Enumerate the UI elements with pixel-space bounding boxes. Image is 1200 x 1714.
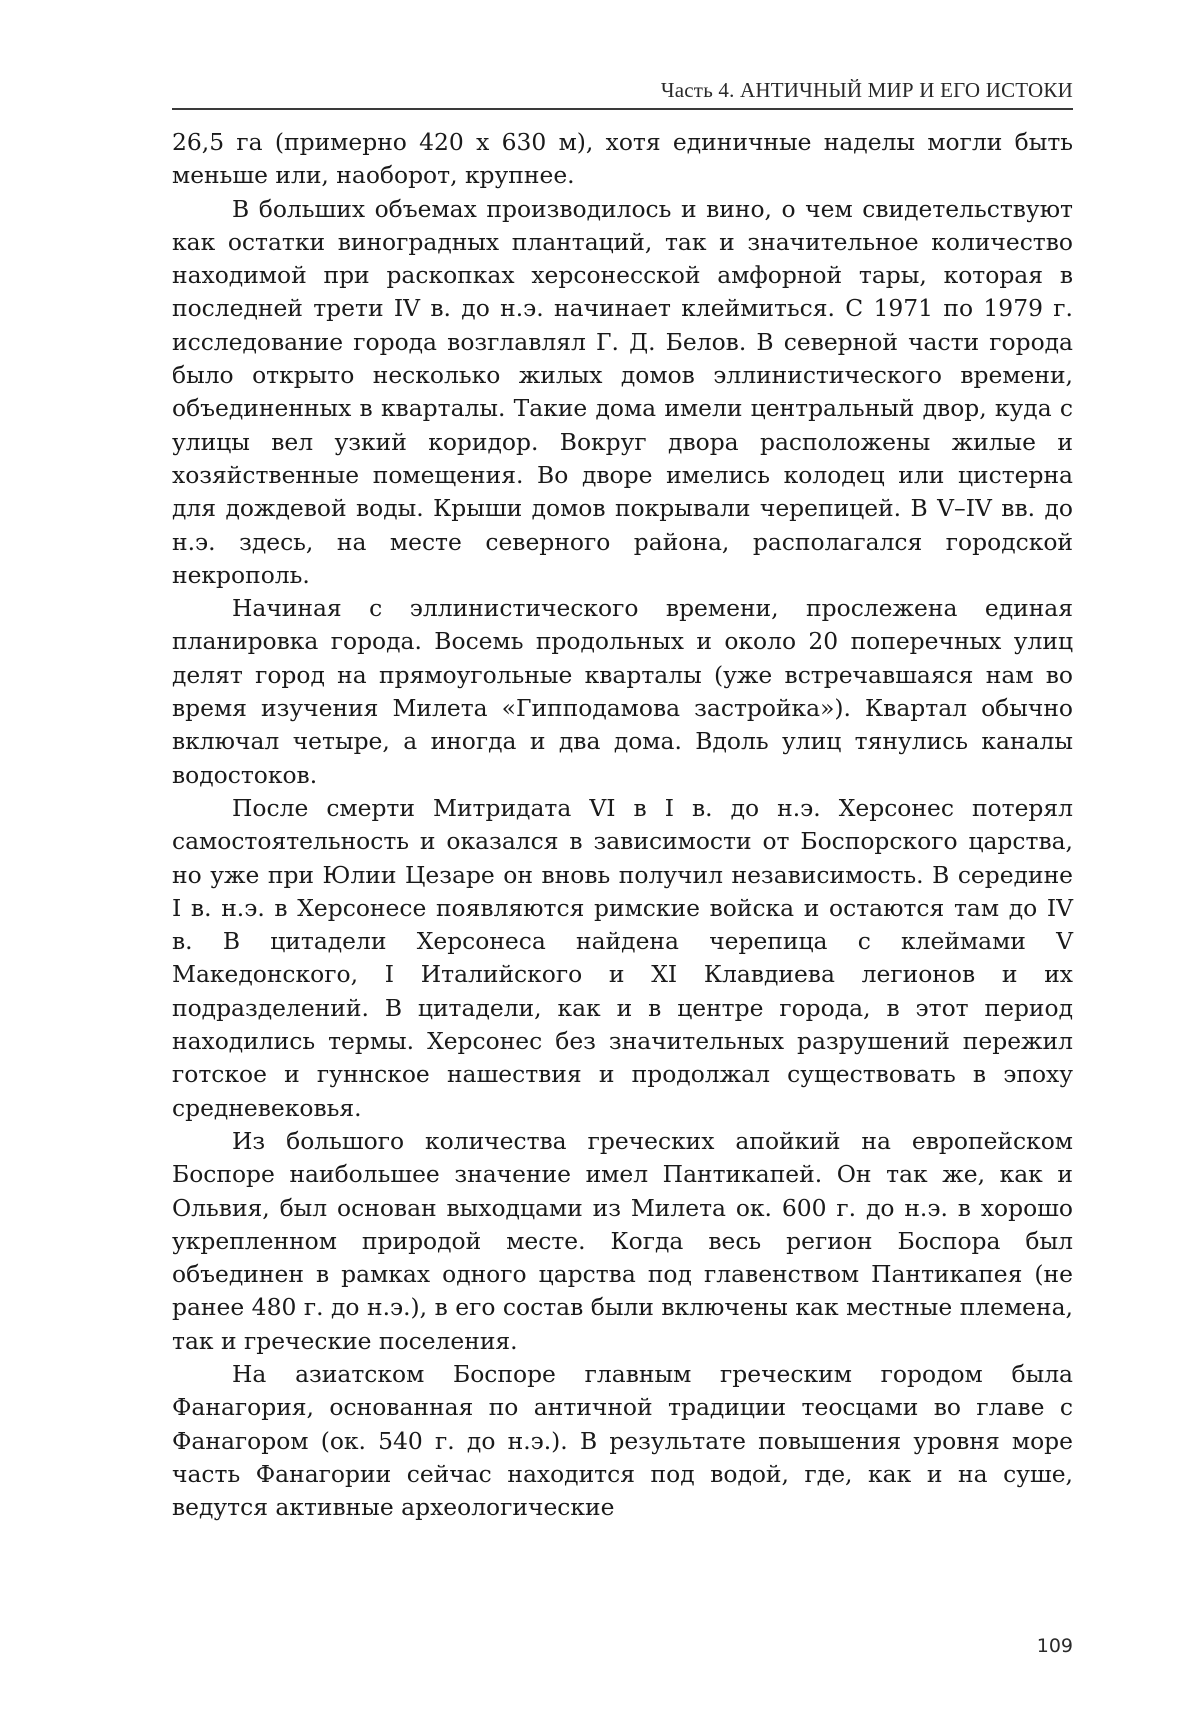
paragraph-roman-period: После смерти Митридата VI в I в. до н.э. Херсонес потерял самостоятельность и оказался в зависимости от Боспорского царства, но уже при Юлии Цезаре он вновь получил независимость. В середине I в. н.э. в Херсонесе появляются римские войска и остаются там до IV в. В цитадели Херсонеса найдена черепица с клеймами V Македонского, I Италийского и XI Клавдиева легионов и их подразделений. В цитадели, как и в центре города, в этот период находились термы. Херсонес без значительных разрушений пережил готское и гуннское нашествия и продолжал существовать в эпоху средневековья. — [172, 793, 1073, 1122]
body-text — [172, 126, 1073, 1524]
book-page — [172, 0, 1073, 1714]
paragraph-city-planning: Начиная с эллинистического времени, прослежена единая планировка города. Восемь продольных и около 20 поперечных улиц делят город на прямоугольные кварталы (уже встречавшаяся нам во время изучения Милета «Гипподамова застройка»). Квартал обычно включал четыре, а иногда и два дома. Вдоль улиц тянулись каналы водостоков. — [172, 594, 1073, 789]
paragraph-wine: В больших объемах производилось и вино, о чем свидетельствуют как остатки виноградных плантаций, так и значительное количество находимой при раскопках херсонесской амфорной тары, которая в последней трети IV в. до н.э. начинает клеймиться. С 1971 по 1979 г. исследование города возглавлял Г. Д. Белов. В северной части города было открыто несколько жилых домов эллинистического времени, объединенных в кварталы. Такие дома имели центральный двор, куда с улицы вел узкий коридор. Вокруг двора расположены жилые и хозяйственные помещения. Во дворе имелись колодец или цистерна для дождевой воды. Крыши домов покрывали черепицей. В V–IV вв. до н.э. здесь, на месте северного района, располагался городской некрополь. — [172, 194, 1073, 589]
paragraph-panticapaeum: Из большого количества греческих апойкий на европейском Боспоре наибольшее значение имел Пантикапей. Он так же, как и Ольвия, был основан выходцами из Милета ок. 600 г. до н.э. в хорошо укрепленном природой месте. Когда весь регион Боспора был объединен в рамках одного царства под главенством Пантикапея (не ранее 480 г. до н.э.), в его состав были включены как местные племена, так и греческие поселения. — [172, 1126, 1073, 1355]
page-number: 109 — [1036, 1635, 1073, 1657]
paragraph-phanagoria: На азиатском Боспоре главным греческим городом была Фанагория, основанная по античной традиции теосцами во главе с Фанагором (ок. 540 г. до н.э.). В результате повышения уровня море часть Фанагории сейчас находится под водой, где, как и на суше, ведутся активные археологические — [172, 1359, 1073, 1522]
header-rule — [172, 108, 1073, 110]
paragraph-continuation: 26,5 га (примерно 420 х 630 м), хотя единичные наделы могли быть меньше или, наоборот, крупнее. — [172, 128, 1073, 190]
running-head: Часть 4. АНТИЧНЫЙ МИР И ЕГО ИСТОКИ — [660, 78, 1073, 102]
